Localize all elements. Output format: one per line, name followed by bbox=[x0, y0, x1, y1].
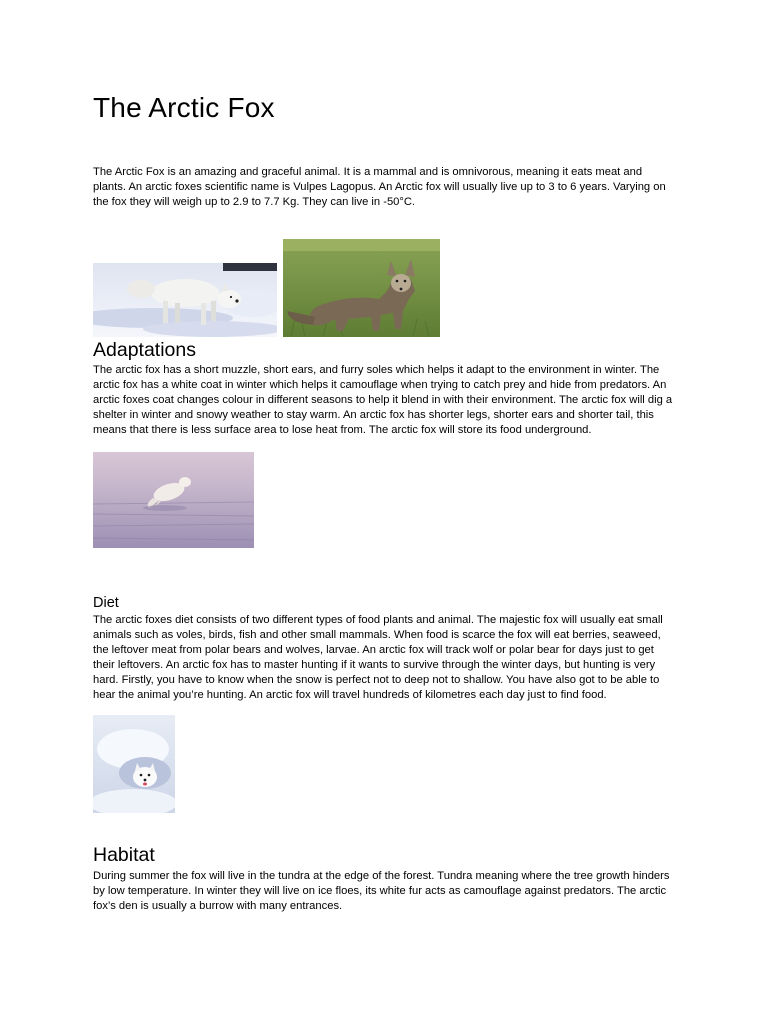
fox-snow-den-photo bbox=[93, 715, 175, 813]
diet-paragraph: The arctic foxes diet consists of two different types of food plants and animal. The majestic fox will usually eat small animals such as voles, birds, fish and other small mammals. When food is scarce the fox will eat berries, seaweed, the leftover meat from polar bears and wolves, larvae. An arctic fox will track wolf or polar bear for days just to get their leftovers. An arctic fox has to master hunting if it wants to survive through the winter days, but hunting is very hard. Firstly, you have to know when the snow is perfect not to deep not to shallow. You have also got to be able to hear the animal you’re hunting. An arctic fox will travel hundreds of kilometres each day just to find food. bbox=[93, 614, 663, 701]
brown-fox-grass-photo bbox=[283, 239, 440, 337]
habitat-heading: Habitat bbox=[93, 844, 155, 866]
diet-heading: Diet bbox=[93, 595, 119, 611]
white-fox-snow-photo bbox=[93, 263, 277, 337]
fox-jumping-snow-photo bbox=[93, 452, 254, 548]
adaptations-heading: Adaptations bbox=[93, 339, 196, 361]
intro-paragraph: The Arctic Fox is an amazing and graceful animal. It is a mammal and is omnivorous, meaning it eats meat and plants. An arctic foxes scientific name is Vulpes Lagopus. An Arctic fox will usually live up to 3 to 6 years. Varying on the fox they will weigh up to 2.9 to 7.7 Kg. They can live in -50°C. bbox=[93, 166, 666, 208]
habitat-paragraph: During summer the fox will live in the tundra at the edge of the forest. Tundra meaning where the tree growth hinders by low temperature. In winter they will live on ice floes, its white fur acts as camouflage against predators. The arctic fox’s den is usually a burrow with many entrances. bbox=[93, 870, 670, 912]
page-title: The Arctic Fox bbox=[93, 92, 275, 123]
adaptations-paragraph: The arctic fox has a short muzzle, short ears, and furry soles which helps it adapt to the environment in winter. The arctic fox has a white coat in winter which helps it camouflage when trying to catch prey and hide from predators. An arctic foxes coat changes colour in different seasons to help it blend in with their environment. The arctic fox will dig a shelter in winter and snowy weather to stay warm. An arctic fox has shorter legs, shorter ears and shorter tail, this means that there is less surface area to lose heat from. The arctic fox will store its food underground. bbox=[93, 364, 673, 436]
